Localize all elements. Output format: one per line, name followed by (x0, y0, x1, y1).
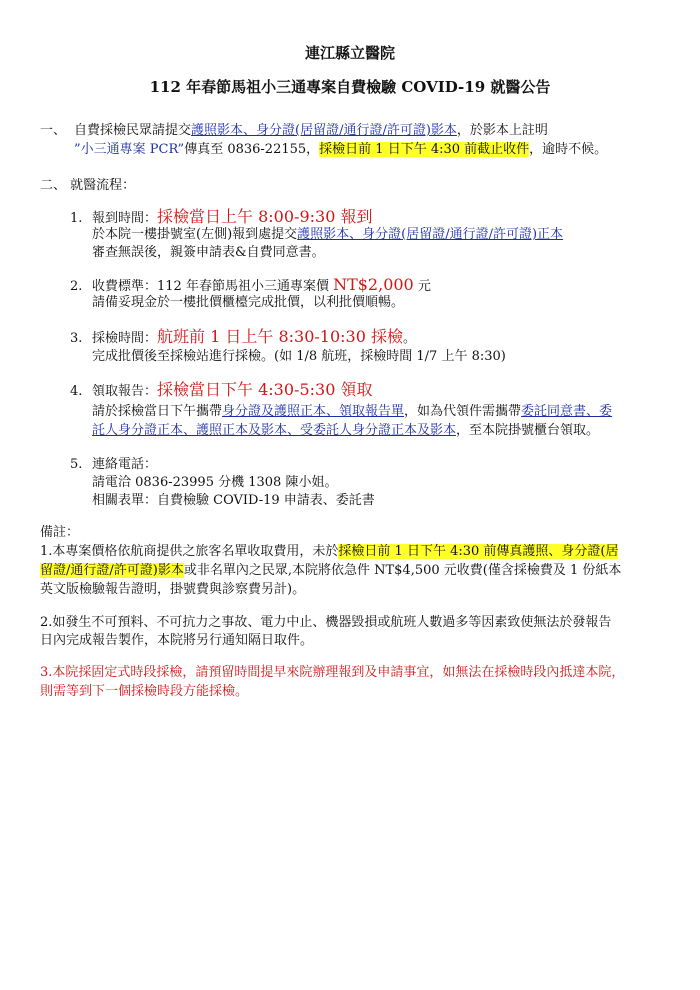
item3-label: 採檢時間： (92, 331, 158, 346)
section1-fax: 傳真至 0836-22155， (184, 142, 320, 157)
section1-tail: ，逾時不候。 (529, 142, 608, 157)
item4-label: 領取報告： (92, 384, 158, 399)
note1-line1 (40, 543, 618, 561)
item4-line2 (92, 403, 612, 421)
note1-line2 (40, 562, 621, 580)
item5-number: 5. (70, 457, 83, 472)
item3-line2: 完成批價後至採檢站進行採檢。(如 1/8 航班，採檢時間 1/7 上午 8:30) (92, 349, 506, 364)
item1-text-a: 於本院一樓掛號室(左側)報到處提交 (92, 227, 298, 242)
note1-text-b: 或非名單內之民眾,本院將依急件 NT$4,500 元收費(僅含採檢費及 1 份紙本 (183, 563, 622, 578)
item2-line2: 請備妥現金於一樓批價櫃檯完成批價，以利批價順暢。 (92, 295, 405, 310)
item1-documents: 護照影本、身分證(居留證/通行證/許可證)正本 (297, 227, 564, 242)
item1-label: 報到時間： (92, 211, 158, 226)
notes-heading: 備註： (40, 525, 80, 540)
item4-report-time: 採檢當日下午 4:30-5:30 領取 (157, 380, 373, 399)
section2-heading: 二、 就醫流程： (40, 178, 136, 193)
announcement-title: 112 年春節馬祖小三通專案自費檢驗 COVID-19 就醫公告 (149, 78, 551, 96)
section1-deadline: 採檢日前 1 日下午 4:30 前截止收件 (319, 142, 530, 157)
item1-number: 1. (70, 211, 83, 226)
item5-phone: 請電洽 0836-23995 分機 1308 陳小姐。 (92, 475, 338, 490)
note3-line2: 則需等到下一個採檢時段方能採檢。 (40, 684, 249, 699)
section1-text-c: ，於影本上註明 (456, 123, 548, 138)
item2-number: 2. (70, 279, 83, 294)
item4-tail: ，至本院掛號櫃台領取。 (456, 423, 600, 438)
item4-number: 4. (70, 384, 83, 399)
hospital-title: 連江縣立醫院 (304, 44, 395, 62)
item5-label: 連絡電話： (92, 457, 158, 472)
note3-line1: 3.本院採固定式時段採檢，請預留時間提早來院辦理報到及申請事宜，如無法在採檢時段內抵達本院， (40, 665, 625, 680)
note1-deadline: 採檢日前 1 日下午 4:30 前傳真護照、身分證(居 (338, 544, 619, 559)
item2-unit: 元 (413, 279, 431, 294)
item1-line2 (92, 226, 563, 244)
item1-line3: 審查無誤後，親簽申請表&自費同意書。 (92, 245, 325, 260)
item2-line1 (92, 276, 431, 296)
item1-line1 (92, 208, 372, 228)
note2-line1: 2.如發生不可預料、不可抗力之事故、電力中止、機器毀損或航班人數過多等因素致使無法於發報告 (40, 615, 612, 630)
item4-required-docs: 身分證及護照正本、領取報告單 (222, 404, 405, 419)
section1-pcr-note: ”小三通專案 PCR” (74, 142, 185, 157)
item4-text-c: ，如為代領件需攜帶 (404, 404, 522, 419)
section1-documents: 護照影本、身分證(居留證/通行證/許可證)影本 (191, 123, 457, 138)
item5-forms: 相關表單：自費檢驗 COVID-19 申請表、委託書 (92, 493, 375, 508)
note2-line2: 日內完成報告製作，本院將另行通知隔日取件。 (40, 633, 314, 648)
item4-line1 (92, 381, 372, 401)
note1-line3: 英文版檢驗報告證明，掛號費與診察費另計)。 (40, 582, 306, 597)
item4-proxy-docs: 委託同意書、委 (521, 404, 613, 419)
note1-text-a: 1.本專案價格依航商提供之旅客名單收取費用，未於 (40, 544, 339, 559)
section1-line2 (74, 141, 607, 159)
item2-price: NT$2,000 (333, 275, 414, 294)
item4-proxy-docs-cont: 託人身分證正本、護照正本及影本、受委託人身分證正本及影本 (92, 423, 457, 438)
item3-sampling-time: 航班前 1 日上午 8:30-10:30 採檢 (157, 327, 403, 346)
item4-line3 (92, 422, 599, 440)
section1-number: 一、 (40, 123, 67, 138)
item3-line1 (92, 328, 416, 348)
item3-number: 3. (70, 331, 83, 346)
item3-tail: 。 (403, 331, 417, 346)
item1-checkin-time: 採檢當日上午 8:00-9:30 報到 (157, 207, 373, 226)
note1-deadline-cont: 留證/通行證/許可證)影本 (40, 563, 184, 578)
section1-line1 (74, 122, 548, 140)
section1-text-a: 自費採檢民眾請提交 (74, 123, 192, 138)
item4-text-a: 請於採檢當日下午攜帶 (92, 404, 223, 419)
item2-label: 收費標準：112 年春節馬祖小三通專案價 (92, 279, 334, 294)
